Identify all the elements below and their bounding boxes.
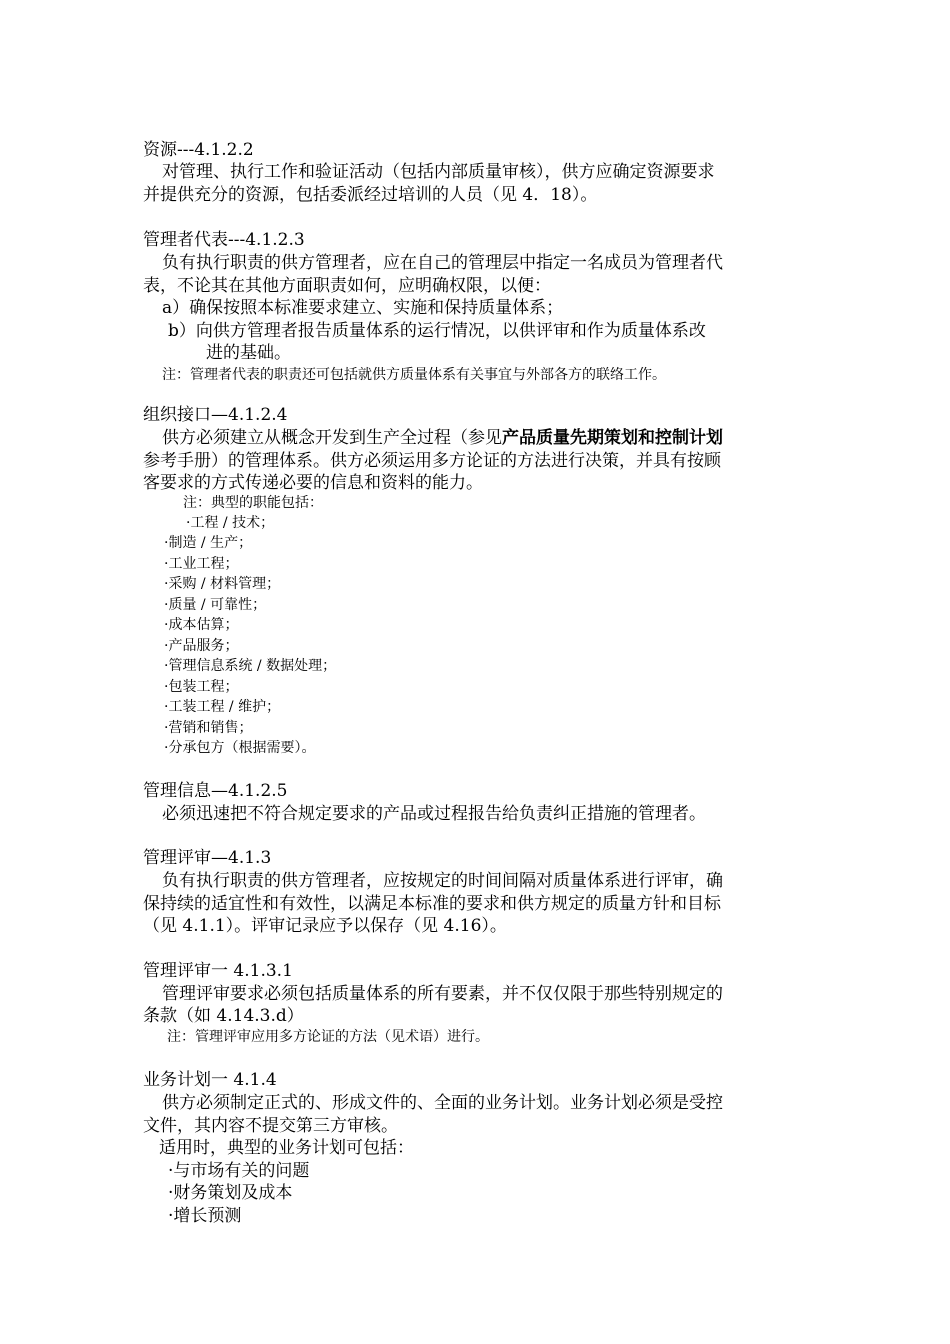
paragraph-line: 负有执行职责的供方管理者，应在自己的管理层中指定一名成员为管理者代 (162, 253, 723, 273)
paragraph-line (162, 427, 723, 449)
paragraph-line: 条款（如 4.14.3.d） (143, 1006, 304, 1026)
paragraph-line: 表，不论其在其他方面职责如何，应明确权限，以便： (143, 276, 551, 296)
function-item: ·制造 / 生产； (164, 535, 253, 551)
plan-item: ·财务策划及成本 (168, 1183, 293, 1203)
list-item: a）确保按照本标准要求建立、实施和保持质量体系； (162, 298, 564, 318)
paragraph-line: 并提供充分的资源，包括委派经过培训的人员（见 4．18）。 (143, 185, 598, 205)
paragraph-line: 适用时，典型的业务计划可包括： (159, 1138, 414, 1158)
paragraph-line: 管理评审要求必须包括质量体系的所有要素，并不仅仅限于那些特别规定的 (162, 984, 723, 1004)
function-item: ·包装工程； (164, 679, 239, 695)
function-item: ·质量 / 可靠性； (164, 597, 267, 613)
function-item: ·工装工程 / 维护； (164, 699, 281, 715)
function-item: ·工业工程； (164, 556, 239, 572)
function-item: ·营销和销售； (164, 720, 253, 736)
bold-reference-title: 产品质量先期策划和控制计划 (502, 428, 723, 448)
note: 注：管理评审应用多方论证的方法（见术语）进行。 (167, 1029, 489, 1045)
note: 注：典型的职能包括： (183, 495, 323, 511)
paragraph-line: 供方必须制定正式的、形成文件的、全面的业务计划。业务计划必须是受控 (162, 1093, 723, 1113)
section-heading: 业务计划一 4.1.4 (143, 1070, 277, 1090)
section-heading: 资源---4.1.2.2 (143, 140, 254, 160)
paragraph-line: 保持续的适宜性和有效性，以满足本标准的要求和供方规定的质量方针和目标 (143, 894, 721, 914)
paragraph-line: 必须迅速把不符合规定要求的产品或过程报告给负责纠正措施的管理者。 (162, 804, 706, 824)
paragraph-line: 对管理、执行工作和验证活动（包括内部质量审核），供方应确定资源要求 (162, 162, 715, 182)
function-item: ·分承包方（根据需要）。 (164, 740, 316, 756)
note: 注：管理者代表的职责还可包括就供方质量体系有关事宜与外部各方的联络工作。 (162, 367, 666, 383)
paragraph-line: 参考手册）的管理体系。供方必须运用多方论证的方法进行决策，并具有按顾 (143, 451, 721, 471)
section-heading: 管理评审—4.1.3 (143, 848, 272, 868)
plan-item: ·增长预测 (168, 1206, 242, 1226)
list-item-continuation: 进的基础。 (206, 343, 291, 363)
paragraph-text: 供方必须建立从概念开发到生产全过程（参见 (162, 428, 502, 448)
paragraph-line: 客要求的方式传递必要的信息和资料的能力。 (143, 473, 483, 493)
paragraph-line: 文件，其内容不提交第三方审核。 (143, 1116, 398, 1136)
section-heading: 管理信息—4.1.2.5 (143, 781, 288, 801)
function-item: ·工程 / 技术； (186, 515, 275, 531)
paragraph-line: （见 4.1.1）。评审记录应予以保存（见 4.16）。 (143, 916, 507, 936)
section-heading: 管理评审一 4.1.3.1 (143, 961, 293, 981)
section-heading: 组织接口—4.1.2.4 (143, 405, 288, 425)
plan-item: ·与市场有关的问题 (168, 1161, 310, 1181)
function-item: ·管理信息系统 / 数据处理； (164, 658, 337, 674)
function-item: ·成本估算； (164, 617, 239, 633)
list-item: b）向供方管理者报告质量体系的运行情况，以供评审和作为质量体系改 (168, 321, 706, 341)
function-item: ·产品服务； (164, 638, 239, 654)
section-heading: 管理者代表---4.1.2.3 (143, 230, 305, 250)
paragraph-line: 负有执行职责的供方管理者，应按规定的时间间隔对质量体系进行评审，确 (162, 871, 723, 891)
function-item: ·采购 / 材料管理； (164, 576, 281, 592)
